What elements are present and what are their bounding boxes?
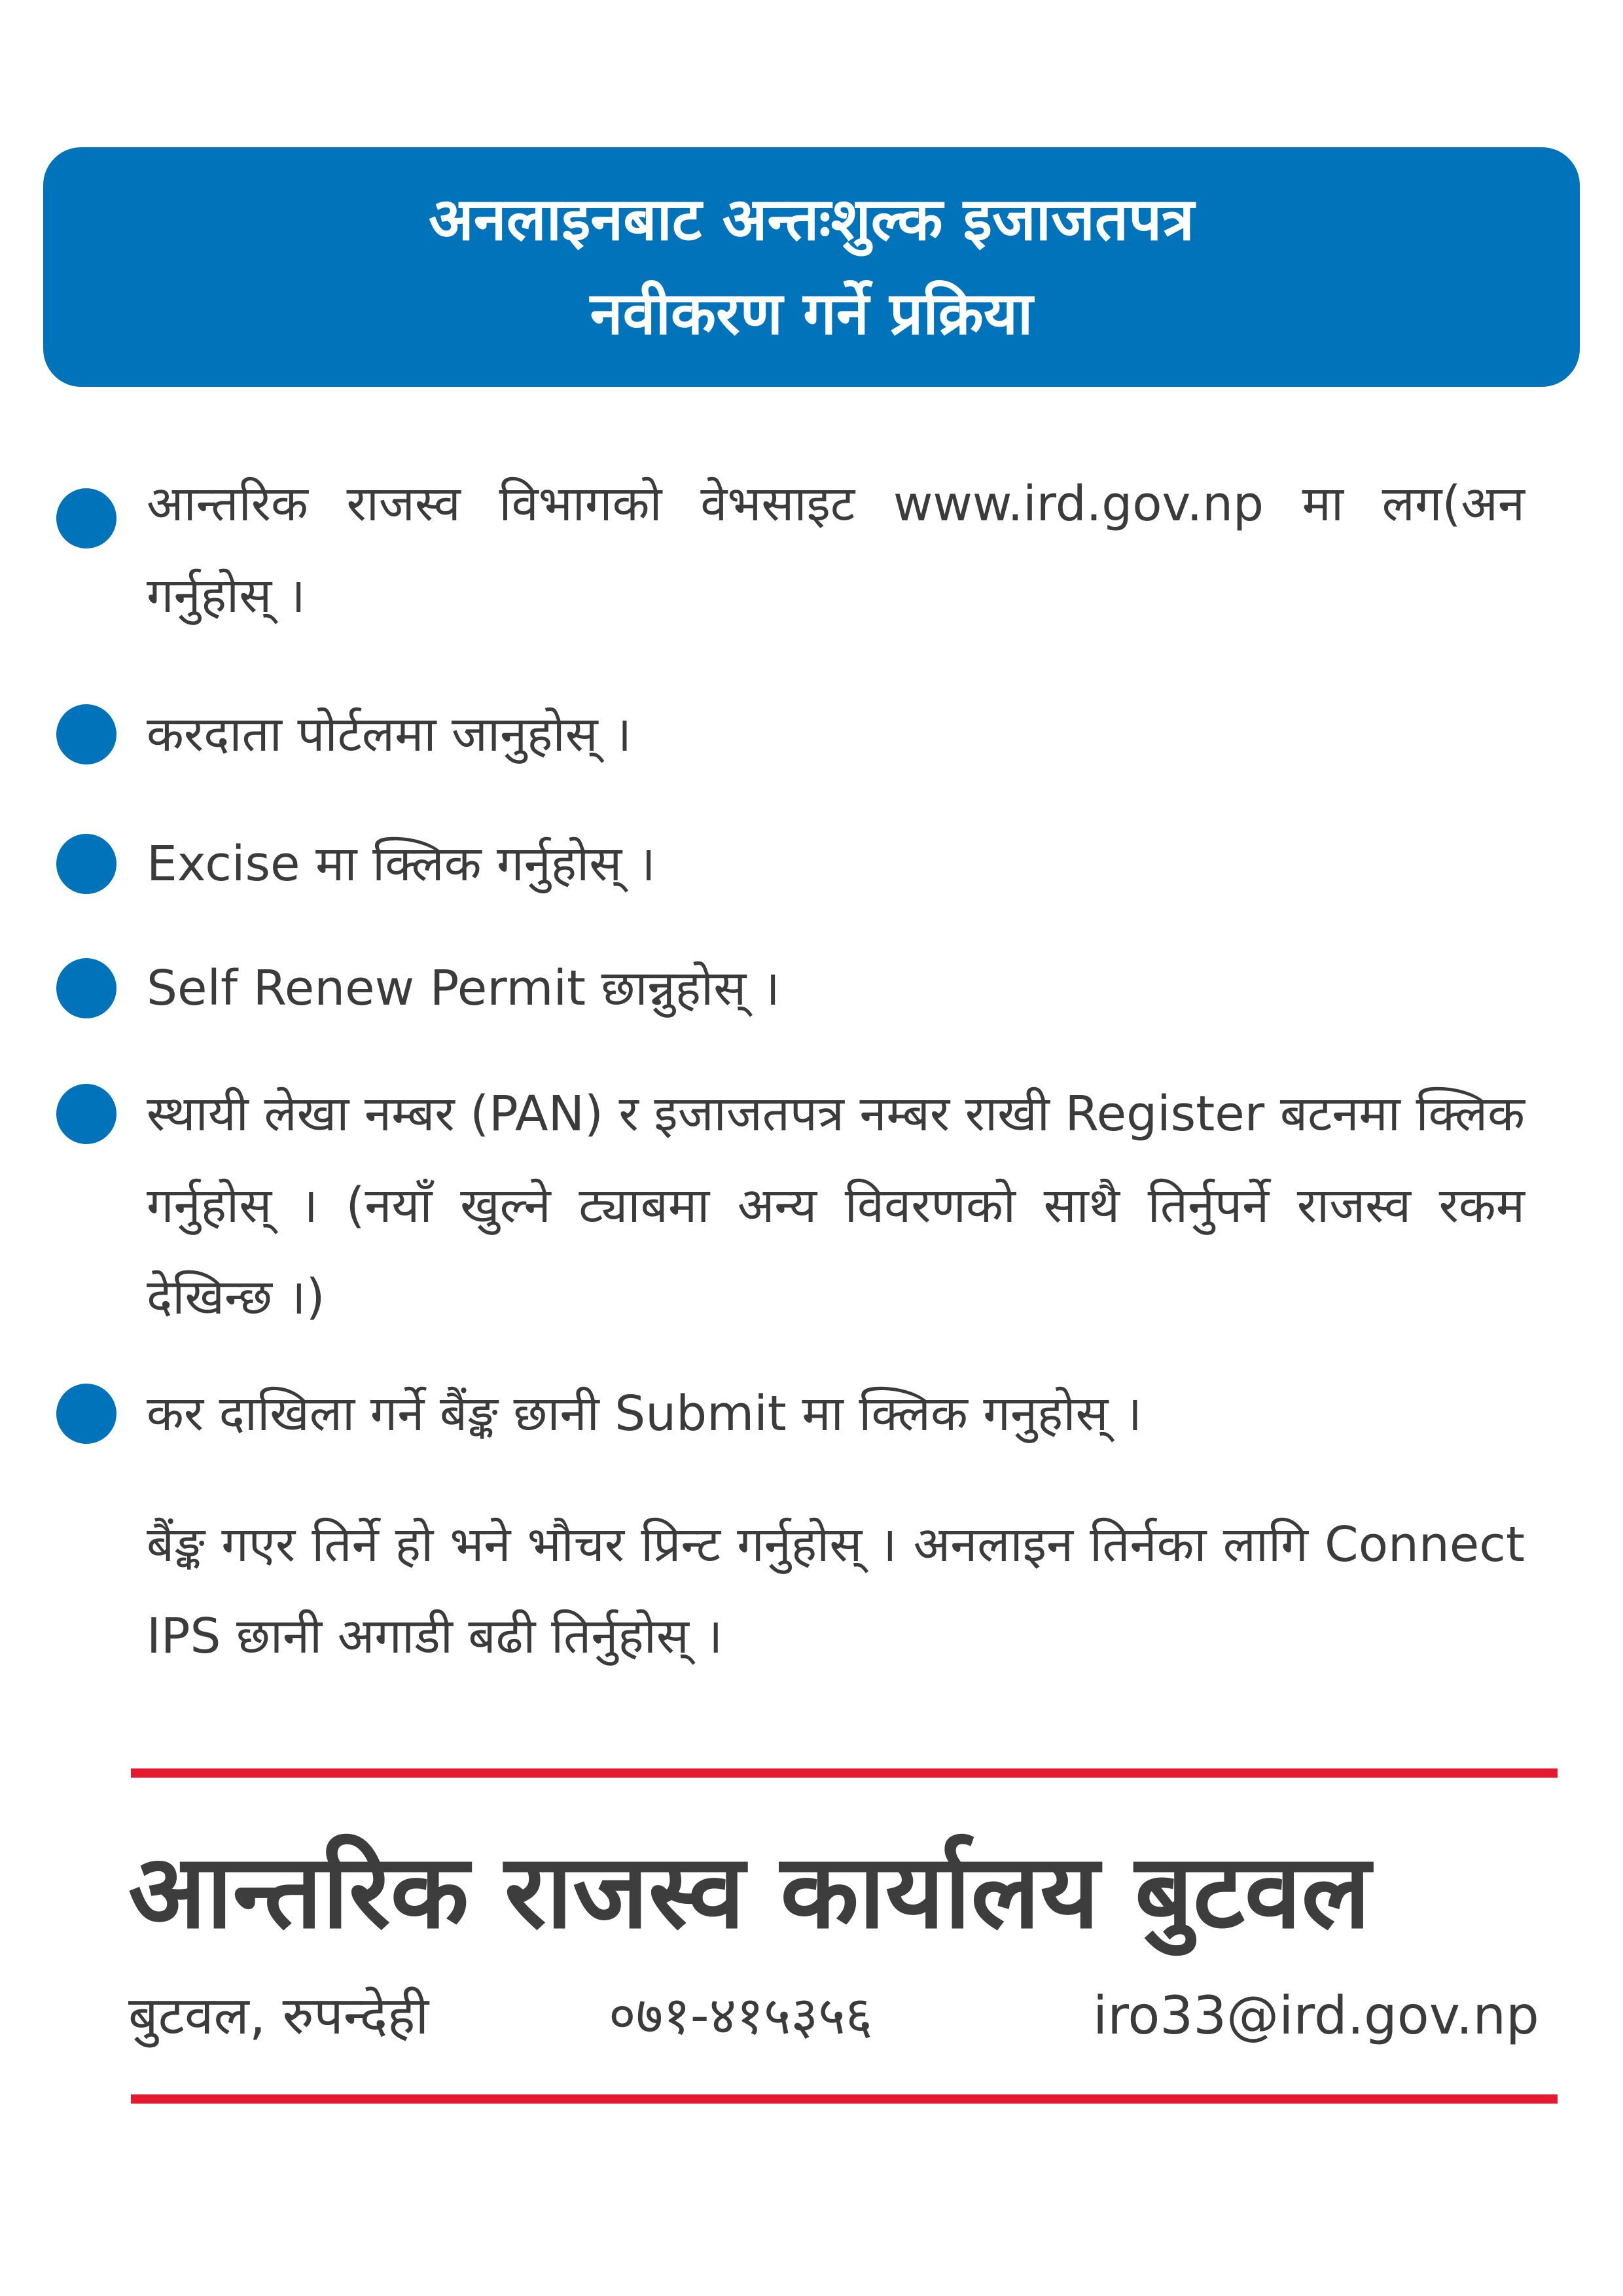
step-text: कर दाखिला गर्ने बैंङ्क छानी Submit मा क्लिक गनुहोस् । (147, 1386, 1143, 1442)
bullet-icon (56, 958, 116, 1018)
bullet-icon (56, 1384, 116, 1444)
bullet-icon (56, 704, 116, 764)
title-line-2: नवीकरण गर्ने प्रक्रिया (590, 279, 1033, 348)
top-divider (131, 1768, 1558, 1778)
bullet-icon (56, 488, 116, 548)
office-name: आन्तरिक राजस्व कार्यालय बुटवल (128, 1832, 1371, 1951)
bottom-divider (131, 2094, 1558, 2104)
step-text: आन्तरिक राजस्व विभागको वेभसाइट www.ird.gov.np मा लग(अन गर्नुहोस् । (147, 476, 1525, 624)
office-address: बुटवल, रुपन्देही (128, 1985, 429, 2046)
title-line-1: अनलाइनबाट अन्तःशुल्क इजाजतपत्र (429, 185, 1194, 254)
step-text: Excise मा क्लिक गर्नुहोस् । (147, 836, 656, 892)
step-text: करदाता पोर्टलमा जानुहोस् । (147, 706, 632, 762)
note-text: बैंङ्क गएर तिर्ने हो भने भौचर प्रिन्ट गर्नुहोस् । अनलाइन तिर्नका लागि Connect IPS छानी अगाडी बढी तिर्नुहोस् । (147, 1516, 1525, 1664)
step-text: स्थायी लेखा नम्बर (PAN) र इजाजतपत्र नम्बर राखी Register बटनमा क्लिक गर्नुहोस् । (नयाँ खुल्ने ट्याबमा अन्य विवरणको साथै तिर्नुपर्ने राजस्व रकम देखिन्छ ।) (147, 1086, 1525, 1325)
bullet-icon (56, 834, 116, 894)
title-banner (43, 147, 1580, 387)
bullet-icon (56, 1084, 116, 1144)
office-email: iro33@ird.gov.np (1093, 1985, 1539, 2046)
step-text: Self Renew Permit छान्नुहोस् । (147, 960, 780, 1016)
office-phone: ०७१-४१५३५६ (609, 1985, 873, 2046)
